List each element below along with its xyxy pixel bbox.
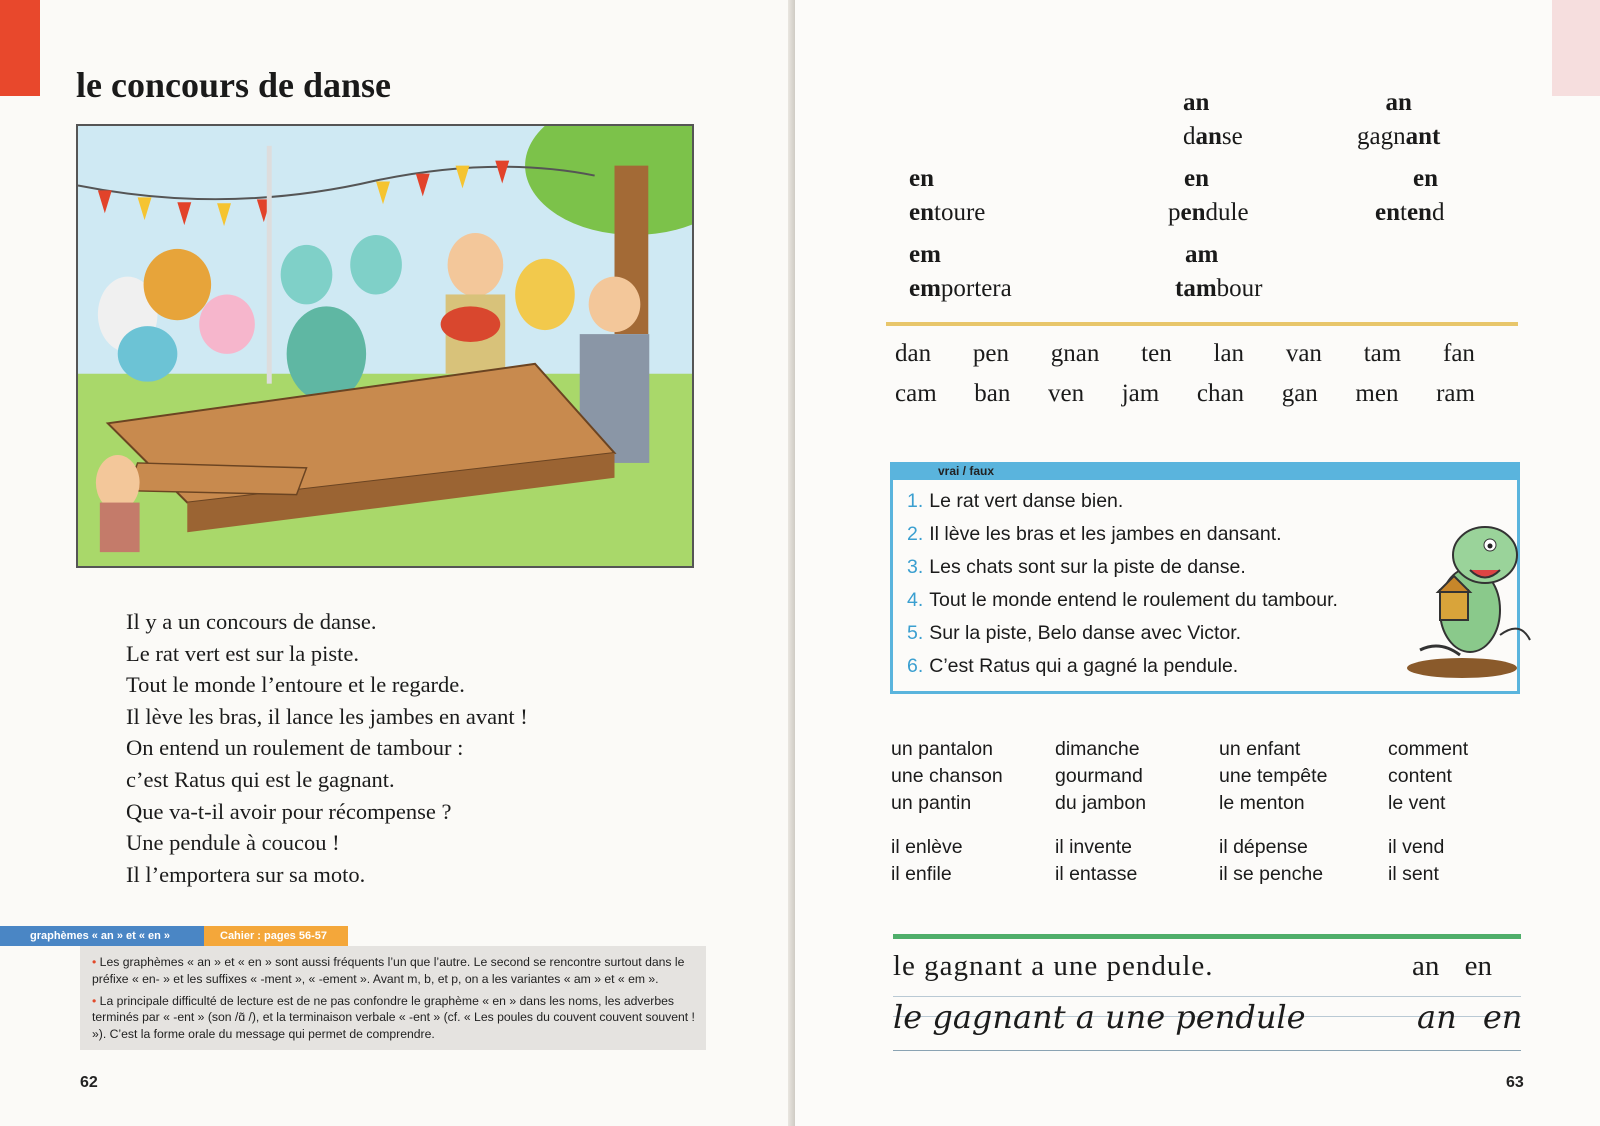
- red-corner-tab: [0, 0, 40, 96]
- teacher-notes: [80, 946, 706, 1050]
- writing-model-print-graphemes: an en: [1412, 950, 1492, 982]
- workbook-tag: Cahier : pages 56-57: [204, 926, 348, 946]
- grapheme-an-gagnant: an gagnant: [1357, 89, 1441, 150]
- word-column-1a: un pantalon une chanson un pantin: [891, 738, 1003, 814]
- story-line: Le rat vert est sur la piste.: [126, 640, 360, 666]
- syllable: gan: [1281, 380, 1318, 407]
- grapheme-en-pendule: en pendule: [1168, 165, 1249, 226]
- ratus-rat-illustration: [1400, 510, 1535, 680]
- word-column-3b: il dépense il se penche: [1219, 836, 1324, 885]
- syllable: ban: [974, 380, 1011, 407]
- writing-base-line: [893, 1050, 1521, 1051]
- vf-statement: 4. Tout le monde entend le roulement du tambour.: [907, 589, 1338, 611]
- page-number-right: 63: [1506, 1074, 1524, 1091]
- true-false-header: [890, 462, 1520, 480]
- vf-statement: 5. Sur la piste, Belo danse avec Victor.: [907, 622, 1242, 644]
- vf-statement: 3. Les chats sont sur la piste de danse.: [907, 556, 1246, 578]
- syllable: cam: [895, 380, 937, 407]
- word-column-2b: il invente il entasse: [1055, 836, 1138, 885]
- word-column-4b: il vend il sent: [1388, 836, 1445, 885]
- syllable: lan: [1213, 340, 1245, 367]
- grapheme-an-danse: an danse: [1183, 89, 1243, 150]
- page-number-left: 62: [80, 1074, 98, 1091]
- vf-statement: 1. Le rat vert danse bien.: [907, 490, 1124, 512]
- green-divider: [893, 934, 1521, 939]
- syllable: van: [1285, 340, 1322, 367]
- grapheme-en-entend: en entend: [1375, 165, 1445, 226]
- true-false-label: vrai / faux: [938, 464, 995, 478]
- writing-guide-line: [893, 996, 1521, 997]
- story-line: Il y a un concours de danse.: [126, 609, 377, 634]
- story-line: Une pendule à coucou !: [126, 830, 340, 856]
- vf-statement: 6. C’est Ratus qui a gagné la pendule.: [907, 655, 1239, 677]
- page-title: le concours de danse: [76, 65, 391, 105]
- writing-model-cursive: le gagnant a une pendule: [893, 998, 1306, 1036]
- story-line: Tout le monde l’entoure et le regarde.: [126, 672, 465, 698]
- syllable-row-1: [895, 340, 1475, 368]
- syllable: fan: [1443, 340, 1475, 367]
- syllable: ven: [1048, 380, 1085, 407]
- syllable: jam: [1121, 380, 1160, 407]
- word-column-4a: comment content le vent: [1388, 738, 1469, 814]
- bullet-icon: •: [92, 955, 97, 969]
- word-column-3a: un enfant une tempête le menton: [1219, 738, 1328, 814]
- writing-model-print: le gagnant a une pendule.: [893, 950, 1214, 982]
- grapheme-tag: graphèmes « an » et « en »: [0, 926, 204, 946]
- grapheme-em-emportera: em emportera: [909, 241, 1012, 302]
- dance-contest-illustration: [76, 124, 694, 568]
- syllable: men: [1355, 380, 1399, 407]
- vf-statement: 2. Il lève les bras et les jambes en dansant.: [907, 523, 1282, 545]
- left-page: [0, 0, 795, 1126]
- syllable: tam: [1363, 340, 1402, 367]
- pink-corner-tab: [1552, 0, 1600, 96]
- word-column-2a: dimanche gourmand du jambon: [1055, 738, 1147, 814]
- story-line: c’est Ratus qui est le gagnant.: [126, 766, 395, 792]
- story-line: On entend un roulement de tambour :: [126, 735, 464, 761]
- word-column-1b: il enlève il enfile: [891, 836, 963, 885]
- syllable: chan: [1196, 380, 1245, 407]
- grapheme-am-tambour: am tambour: [1175, 241, 1263, 302]
- writing-model-cursive-graphemes: an en: [1417, 998, 1523, 1036]
- story-line: Que va-t-il avoir pour récompense ?: [126, 798, 452, 824]
- syllable: dan: [895, 340, 932, 367]
- story-line: Il lève les bras, il lance les jambes en avant !: [126, 703, 528, 729]
- grapheme-en-entoure: en entoure: [909, 165, 986, 226]
- syllable: pen: [972, 340, 1009, 367]
- note-paragraph: • La principale difficulté de lecture est de ne pas confondre le graphème « en » dans les noms, les adverbes terminés par « -ent » (son /ɑ̃ /), et la terminaison verbale « -ent » (cf. « Les poules du couvent couvent souvent ! »). C’est la forme orale du message qui permet de comprendre.: [92, 993, 695, 1042]
- syllable-row-2: [895, 380, 1475, 408]
- note-paragraph: • Les graphèmes « an » et « en » sont aussi fréquents l’un que l’autre. Le second se rencontre surtout dans le préfixe « en- » et les suffixes « -ment », « -ement ». Avant m, b, et p, on a les variantes « am » et « em ».: [92, 955, 685, 986]
- syllable: gnan: [1050, 340, 1100, 367]
- right-page: [795, 0, 1600, 1126]
- syllable: ram: [1436, 380, 1475, 407]
- story-text: [126, 606, 528, 890]
- orange-divider: [886, 322, 1518, 326]
- story-line: Il l’emportera sur sa moto.: [126, 861, 366, 887]
- syllable: ten: [1141, 340, 1172, 367]
- bullet-icon: •: [92, 993, 97, 1008]
